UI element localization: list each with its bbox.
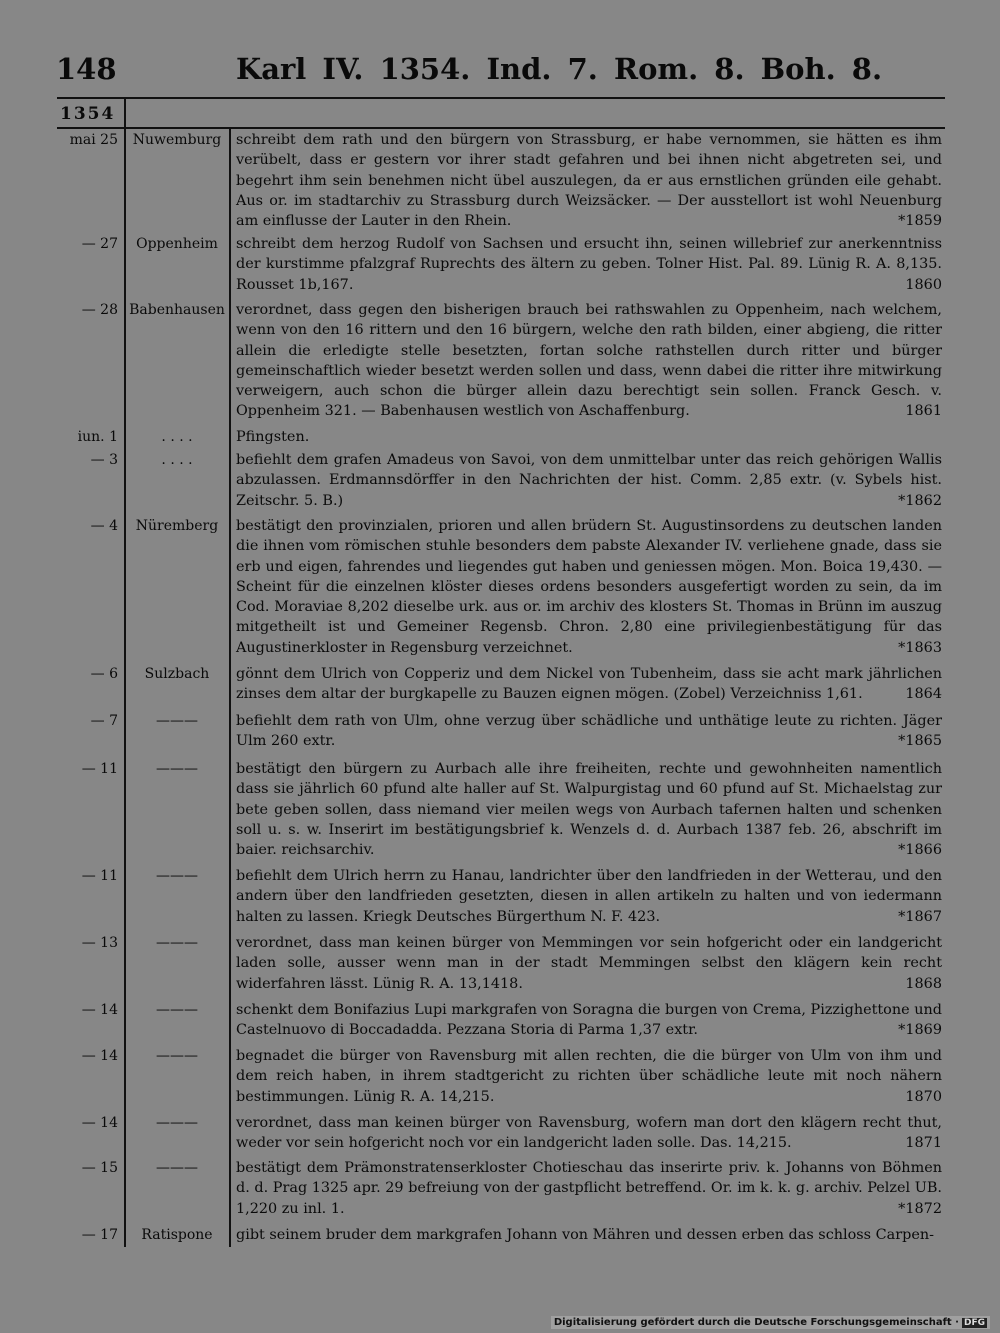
entry-date: — 28	[81, 302, 118, 318]
entry-text	[236, 234, 942, 295]
entry-place: Babenhausen	[129, 302, 225, 318]
entry-place: ———	[156, 1048, 198, 1064]
entry-text-body: verordnet, dass man keinen bürger von Ravensburg, wofern man dort den klägern recht thut, weder vor sein hofgericht noch vor ein landgericht laden solle. Das. 14,215.	[236, 1115, 942, 1152]
entry-date: — 3	[90, 452, 118, 468]
entry-text	[236, 1113, 942, 1154]
entry-number: *1863	[898, 639, 942, 656]
page-title: Karl IV. 1354. Ind. 7. Rom. 8. Boh. 8.	[236, 52, 883, 86]
entry-text	[236, 1046, 942, 1107]
year-label: 1354	[60, 104, 116, 124]
entry-text	[236, 664, 942, 705]
entry-text-body: schreibt dem herzog Rudolf von Sachsen und ersucht ihn, seinen willebrief zur anerkenntniss der kurstimme pfalzgraf Ruprechts des ältern zu geben. Tolner Hist. Pal. 89. Lünig R. A. 8,135. Rousset 1b,167.	[236, 236, 942, 293]
entry-text	[236, 427, 942, 447]
entry-text-body: bestätigt den provinzialen, prioren und allen brüdern St. Augustinsordens zu deutschen landen die ihnen vom römischen stuhle besonders dem pabste Alexander IV. verliehene gnade, dass sie erb und eigen, fahrendes und liegendes gut haben und geniessen mögen. Mon. Boica 19,430. — Scheint für die einzelnen klöster dieses ordens besonders ausgefertigt worden zu sein, da im Cod. Moraviae 8,202 dieselbe urk. aus or. im archiv des klosters St. Thomas in Brünn im auszug mitgetheilt ist und Gemeiner Regensb. Chron. 2,80 eine privilegienbestätigung für das Augustinerkloster in Regensburg verzeichnet.	[236, 518, 942, 656]
entry-place: ———	[156, 1002, 198, 1018]
entry-date: — 14	[81, 1048, 118, 1064]
entry-date: — 27	[81, 236, 118, 252]
entry-place: ———	[156, 868, 198, 884]
entry-date: — 4	[90, 518, 118, 534]
page-header	[56, 52, 936, 92]
entry-place: Sulzbach	[144, 666, 210, 682]
entry-text-body: verordnet, dass man keinen bürger von Memmingen vor sein hofgericht oder ein landgericht laden solle, ausser wenn man in der stadt Memmingen selbst den klägern kein recht widerfahren lässt. Lünig R. A. 13,1418.	[236, 935, 942, 992]
dfg-footer	[551, 1316, 990, 1329]
entry-text-body: Pfingsten.	[236, 429, 310, 445]
entry-text-body: bestätigt den bürgern zu Aurbach alle ihre freiheiten, rechte und gewohnheiten namentlich dass sie jährlich 60 pfund alte haller auf St. Walpurgistag und 60 pfund auf St. Michaelstag zur bete geben sollen, dass niemand vier meilen wegs von Aurbach tafernen halten und schenken soll u. s. w. Inserirt im bestätigungsbrief k. Wenzels d. d. Aurbach 1387 feb. 26, abschrift im baier. reichsarchiv.	[236, 761, 942, 859]
entry-date: iun. 1	[77, 429, 118, 445]
entry-text-body: bestätigt dem Prämonstratenserkloster Chotieschau das inserirte priv. k. Johanns von Böhmen d. d. Prag 1325 apr. 29 befreiung von der gastpflicht betreffend. Or. im k. k. g. archiv. Pelzel UB. 1,220 zu inl. 1.	[236, 1160, 942, 1217]
entry-date: — 14	[81, 1115, 118, 1131]
entry-number: *1869	[898, 1022, 942, 1039]
entry-text	[236, 1000, 942, 1041]
entry-place: Ratispone	[141, 1227, 213, 1243]
entry-text	[236, 1225, 942, 1245]
entry-text-body: befiehlt dem grafen Amadeus von Savoi, von dem unmittelbar unter das reich gehörigen Wallis abzulassen. Erdmannsdörffer in den Nachrichten der hist. Comm. 2,85 extr. (v. Sybels hist. Zeitschr. 5. B.)	[236, 452, 942, 509]
entry-place: ———	[156, 761, 198, 777]
entry-date: mai 25	[69, 132, 118, 148]
entry-place: ———	[156, 713, 198, 729]
entry-text-body: gibt seinem bruder dem markgrafen Johann von Mähren und dessen erben das schloss Carpen-	[236, 1227, 934, 1243]
entry-number: *1865	[898, 733, 942, 750]
column-divider-place	[229, 127, 231, 1247]
entry-number: *1859	[898, 213, 942, 230]
entry-date: — 14	[81, 1002, 118, 1018]
entry-text	[236, 130, 942, 231]
entry-place: Nuwemburg	[132, 132, 222, 148]
entry-text-body: schreibt dem rath und den bürgern von Strassburg, er habe vernommen, sie hätten es ihm verübelt, dass er gestern vor ihrer stadt gefahren und bei ihnen nicht abgetreten sei, und begehrt ihm sein benehmen nicht übel auszulegen, da er aus ernstlichen gründen eile gehabt. Aus or. im stadtarchiv zu Strassburg durch Weizsäcker. — Der ausstellort ist wohl Neuenburg am einflusse der Lauter in den Rhein.	[236, 132, 942, 230]
entry-date: — 15	[81, 1160, 118, 1176]
entry-place: . . . .	[161, 452, 193, 468]
entry-text-body: schenkt dem Bonifazius Lupi markgrafen von Soragna die burgen von Crema, Pizzighettone und Castelnuovo di Boccadadda. Pezzana Storia di Parma 1,37 extr.	[236, 1002, 942, 1039]
entry-text-body: begnadet die bürger von Ravensburg mit allen rechten, die die bürger von Ulm von ihm und dem reich haben, in ihrem stadtgericht zu richten über schädliche leute mit noch nähern bestimmungen. Lünig R. A. 14,215.	[236, 1048, 942, 1105]
entry-place: Oppenheim	[136, 236, 218, 252]
entry-text-body: befiehlt dem Ulrich herrn zu Hanau, landrichter über den landfrieden in der Wetterau, und den andern über den landfrieden gesetzten, diesen in allen artikeln zu halten und von iedermann halten zu lassen. Kriegk Deutsches Bürgerthum N. F. 423.	[236, 868, 942, 925]
entry-number: 1868	[905, 975, 942, 992]
entry-date: — 11	[81, 868, 118, 884]
entry-date: — 17	[81, 1227, 118, 1243]
entry-date: — 7	[90, 713, 118, 729]
entry-number: *1862	[898, 492, 942, 509]
header-rule	[57, 97, 945, 99]
entry-text	[236, 450, 942, 511]
entry-text-body: verordnet, dass gegen den bisherigen brauch bei rathswahlen zu Oppenheim, nach welchem, wenn von den 16 rittern und den 16 bürgern, welche den rath bilden, einer abgieng, die ritter allein die erledigte stelle besetzten, fortan solche rathstellen durch ritter und bürger gemeinschaftlich wieder besetzt werden sollen und dass, wenn dabei die ritter ihre mitwirkung verweigern, auch schon die bürger allein dazu berechtigt sein sollen. Franck Gesch. v. Oppenheim 321. — Babenhausen westlich von Aschaffenburg.	[236, 302, 942, 420]
entry-date: — 11	[81, 761, 118, 777]
entry-text	[236, 516, 942, 658]
entry-number: 1870	[905, 1088, 942, 1105]
entry-text-body: gönnt dem Ulrich von Copperiz und dem Nickel von Tubenheim, dass sie acht mark jährlichen zinses dem altar der burgkapelle zu Bauzen eignen mögen. (Zobel) Verzeichniss 1,61.	[236, 666, 942, 703]
entry-place: ———	[156, 935, 198, 951]
entry-number: *1867	[898, 908, 942, 925]
entry-number: *1866	[898, 842, 942, 859]
entry-number: 1871	[905, 1135, 942, 1152]
entry-text	[236, 1158, 942, 1219]
footer-text: Digitalisierung gefördert durch die Deutsche Forschungsgemeinschaft ·	[553, 1317, 959, 1328]
entry-text	[236, 933, 942, 994]
entry-text	[236, 866, 942, 927]
entry-date: — 13	[81, 935, 118, 951]
entry-number: 1864	[905, 686, 942, 703]
entry-place: ———	[156, 1115, 198, 1131]
entry-text-body: befiehlt dem rath von Ulm, ohne verzug über schädliche und unthätige leute zu richten. Jäger Ulm 260 extr.	[236, 713, 942, 750]
entry-place: . . . .	[161, 429, 193, 445]
entry-place: Nüremberg	[135, 518, 219, 534]
entry-text	[236, 759, 942, 860]
page-number: 148	[56, 52, 117, 86]
entry-text	[236, 300, 942, 422]
entry-number: *1872	[898, 1200, 942, 1217]
entry-number: 1860	[905, 276, 942, 293]
entry-text	[236, 711, 942, 752]
entry-place: ———	[156, 1160, 198, 1176]
entry-date: — 6	[90, 666, 118, 682]
entry-number: 1861	[905, 403, 942, 420]
year-rule	[57, 127, 945, 129]
dfg-logo: DFG	[963, 1318, 985, 1328]
